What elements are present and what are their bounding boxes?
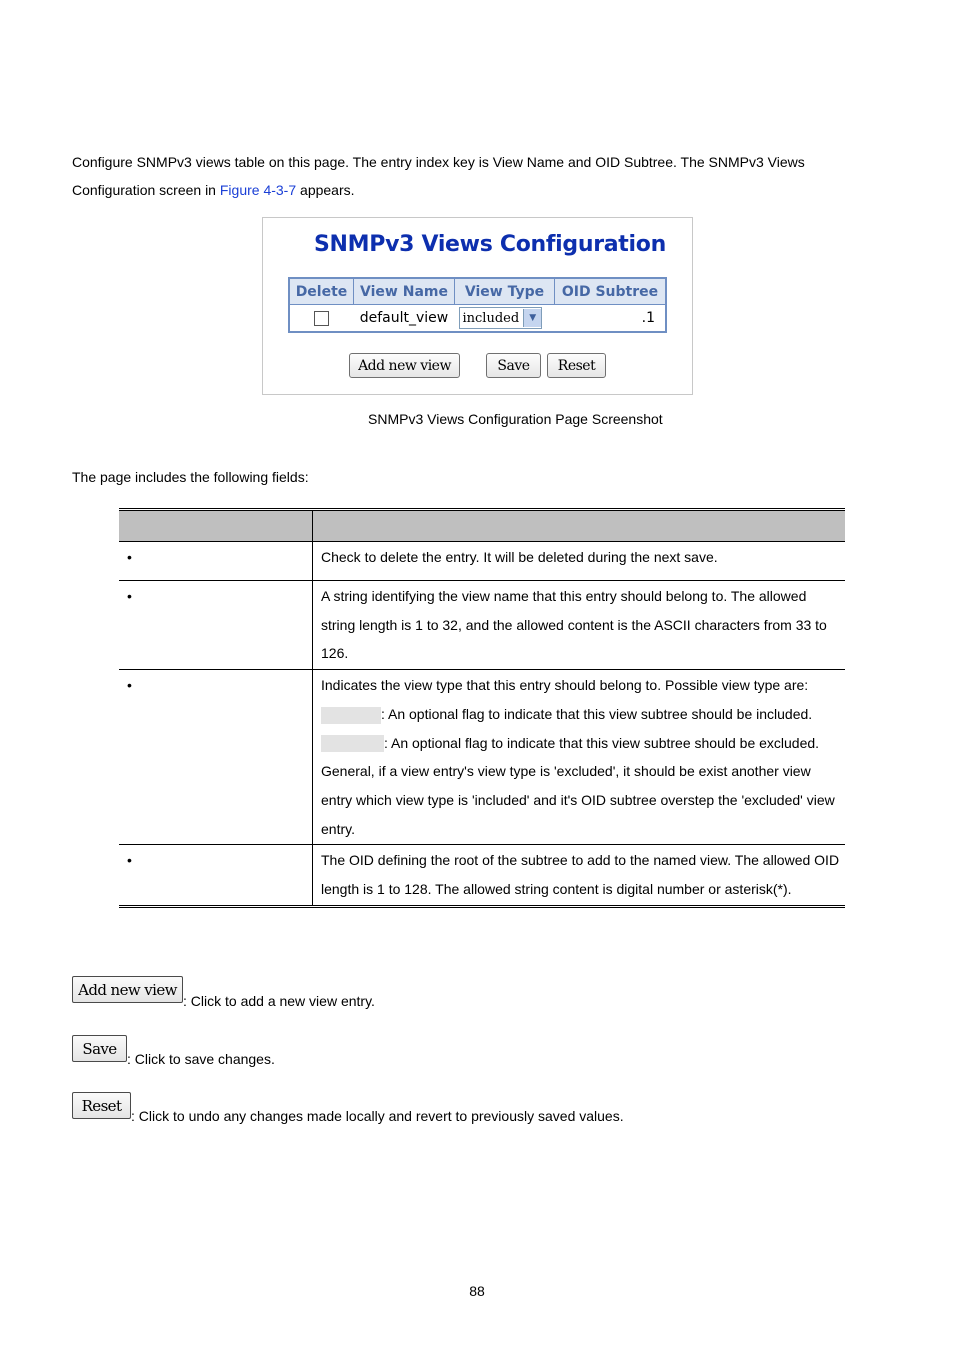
description-line (321, 729, 841, 758)
col-oid-subtree: OID Subtree (555, 278, 667, 305)
description-text: : An optional flag to indicate that this view subtree should be included. (381, 705, 813, 722)
description-line: Indicates the view type that this entry should belong to. Possible view type are: (321, 677, 809, 694)
intro-text-end: appears. (296, 182, 355, 198)
figure-caption: SNMPv3 Views Configuration Page Screenshot (368, 411, 663, 427)
help-text: : Click to undo any changes made locally and revert to previously saved values. (131, 1108, 624, 1124)
field-table-header (119, 510, 845, 542)
help-reset (72, 1092, 624, 1124)
fields-intro: The page includes the following fields: (72, 469, 309, 485)
button-label: Add new view (78, 980, 177, 999)
views-table-row (289, 305, 666, 333)
save-button[interactable] (72, 1035, 127, 1062)
description-line (321, 700, 841, 729)
help-save (72, 1035, 275, 1067)
bullet: • (119, 581, 313, 670)
header-object (119, 510, 313, 542)
field-row-view-type (119, 670, 845, 845)
chevron-down-icon[interactable]: ▼ (523, 309, 541, 327)
figure-link[interactable]: Figure 4-3-7 (219, 182, 297, 198)
field-description: Check to delete the entry. It will be deleted during the next save. (313, 542, 846, 581)
col-view-type: View Type (455, 278, 555, 305)
field-description-table (119, 508, 845, 908)
views-table (288, 277, 667, 333)
field-row-view-name (119, 581, 845, 670)
field-row-oid-subtree (119, 845, 845, 906)
field-description (313, 670, 846, 845)
screenshot-title: SNMPv3 Views Configuration (314, 232, 666, 257)
bullet: • (119, 670, 313, 845)
redacted-term (321, 707, 381, 724)
field-row-delete (119, 542, 845, 581)
reset-button[interactable] (72, 1092, 131, 1119)
description-line: General, if a view entry's view type is 'excluded', it should be exist another view entry which view type is 'included' and it's OID subtree overstep the 'excluded' view entry. (321, 763, 835, 837)
help-text: : Click to save changes. (127, 1051, 275, 1067)
help-add (72, 976, 375, 1009)
save-button[interactable]: Save (486, 353, 541, 378)
oid-subtree-cell: .1 (641, 310, 655, 326)
description-text: : An optional flag to indicate that this view subtree should be excluded. (384, 734, 820, 751)
button-label: Reset (81, 1096, 122, 1115)
delete-checkbox[interactable] (314, 311, 329, 326)
page-number: 88 (469, 1283, 485, 1299)
col-view-name: View Name (354, 278, 455, 305)
intro-text: Configure SNMPv3 views table on this page. The entry index key is View Name and OID Subtree. The SNMPv3 Views Configuration screen in (72, 154, 805, 198)
bullet: • (119, 845, 313, 906)
add-new-view-button[interactable] (72, 976, 183, 1003)
screenshot-figure (262, 217, 693, 395)
button-label: Save (82, 1039, 117, 1058)
intro-paragraph (72, 148, 872, 204)
redacted-term (321, 735, 384, 752)
field-description: A string identifying the view name that this entry should belong to. The allowed string length is 1 to 32, and the allowed content is the ASCII characters from 33 to 126. (313, 581, 846, 670)
view-name-cell: default_view (359, 310, 449, 326)
view-type-select[interactable] (459, 307, 543, 329)
help-text: : Click to add a new view entry. (183, 993, 375, 1009)
field-description: The OID defining the root of the subtree to add to the named view. The allowed OID length is 1 to 128. The allowed string content is digital number or asterisk(*). (313, 845, 846, 906)
views-table-header (289, 278, 666, 305)
header-description (313, 510, 846, 542)
view-type-value: included (462, 310, 520, 326)
add-new-view-button[interactable]: Add new view (349, 353, 460, 378)
bullet: • (119, 542, 313, 581)
col-delete: Delete (289, 278, 354, 305)
reset-button[interactable]: Reset (547, 353, 606, 378)
